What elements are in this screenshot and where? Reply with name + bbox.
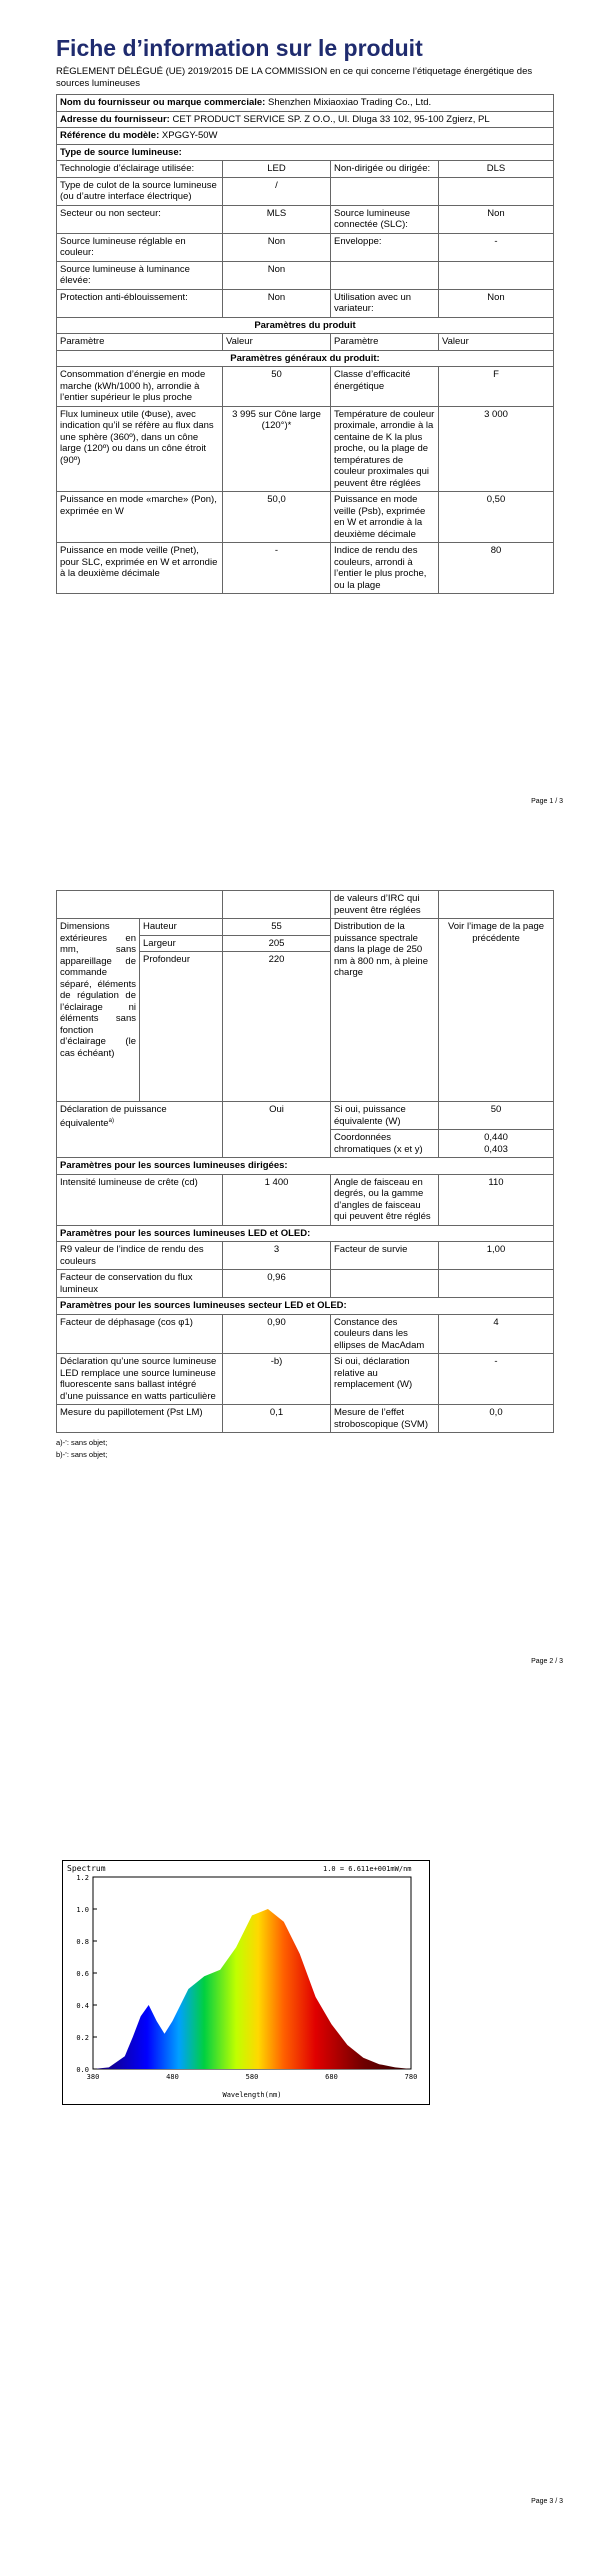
param-value-2: - <box>439 1354 554 1405</box>
peak-intensity-label: Intensité lumineuse de crête (cd) <box>57 1174 223 1225</box>
table-row <box>57 161 554 178</box>
y-tick-label: 0.4 <box>76 2002 89 2010</box>
param-label-2: Température de couleur proximale, arrondie à la centaine de K la plus proche, ou la plage de températures de couleur proximales qui peuvent être réglées <box>331 406 439 492</box>
param-value: 50 <box>223 367 331 407</box>
x-tick-label: 680 <box>325 2073 338 2081</box>
spectrum-title: Spectrum <box>67 1864 106 1873</box>
col-head-param: Paramètre <box>57 334 223 351</box>
directional-header: Paramètres pour les sources lumineuses dirigées: <box>57 1158 554 1175</box>
param-value-2: 80 <box>439 543 554 594</box>
width-label: Largeur <box>140 935 223 952</box>
table-row <box>57 1354 554 1405</box>
table-row <box>57 543 554 594</box>
y-tick-label: 1.0 <box>76 1906 89 1914</box>
param-value-2 <box>439 261 554 289</box>
param-label: Protection anti-éblouissement: <box>57 289 223 317</box>
param-value-2: Non <box>439 289 554 317</box>
param-label: Source lumineuse réglable en couleur: <box>57 233 223 261</box>
param-label-2: Non-dirigée ou dirigée: <box>331 161 439 178</box>
table-row <box>57 1405 554 1433</box>
supplier-value: Shenzhen Mixiaoxiao Trading Co., Ltd. <box>268 97 432 108</box>
param-value: 0,96 <box>223 1270 331 1298</box>
address-label: Adresse du fournisseur: <box>60 113 170 125</box>
table-row <box>57 261 554 289</box>
info-table <box>56 94 554 594</box>
param-value: Non <box>223 289 331 317</box>
param-value: 0,90 <box>223 1314 331 1354</box>
param-value: -b) <box>223 1354 331 1405</box>
param-value: MLS <box>223 205 331 233</box>
param-label-2: Indice de rendu des couleurs, arrondi à l’entier le plus proche, ou la plage <box>331 543 439 594</box>
depth-label: Profondeur <box>140 952 223 1102</box>
spectral-label: Distribution de la puissance spectrale dans la plage de 250 nm à 800 nm, à pleine charge <box>331 919 439 1102</box>
depth-value: 220 <box>223 952 331 1102</box>
spectrum-area <box>93 1909 411 2069</box>
param-label: Déclaration qu’une source lumineuse LED remplace une source lumineuse fluorescente sans ballast intégré d’une puissance en watts particulière <box>57 1354 223 1405</box>
type-header: Type de source lumineuse: <box>57 144 554 161</box>
height-value: 55 <box>223 919 331 936</box>
led-rows <box>57 1242 554 1298</box>
equiv-sup: a) <box>108 1117 114 1124</box>
spectrum-xlabel: Wavelength(nm) <box>222 2091 282 2099</box>
mains-header: Paramètres pour les sources lumineuses secteur LED et OLED: <box>57 1298 554 1315</box>
beam-angle-label: Angle de faisceau en degrés, ou la gamme d’angles de faisceau qui peuvent être réglés <box>331 1174 439 1225</box>
chroma-y: 0,403 <box>484 1143 508 1155</box>
param-label-2: Puissance en mode veille (Psb), exprimée en W et arrondie à la deuxième décimale <box>331 492 439 543</box>
page-number-3: Page 3 / 3 <box>531 2498 563 2505</box>
table-row <box>57 289 554 317</box>
supplier-label: Nom du fournisseur ou marque commerciale: <box>60 97 266 108</box>
param-value-2: Non <box>439 205 554 233</box>
param-value-2: F <box>439 367 554 407</box>
table-row <box>57 1270 554 1298</box>
page-3 <box>0 1700 603 2560</box>
type-rows <box>57 161 554 318</box>
param-value: 50,0 <box>223 492 331 543</box>
table-row <box>57 205 554 233</box>
param-value: - <box>223 543 331 594</box>
mains-rows <box>57 1314 554 1433</box>
equiv-label: Déclaration de puissance équivalente <box>60 1104 167 1129</box>
chroma-x: 0,440 <box>484 1132 508 1143</box>
param-value: 0,1 <box>223 1405 331 1433</box>
param-value-2: 1,00 <box>439 1242 554 1270</box>
table-row <box>57 1242 554 1270</box>
param-label: Mesure du papillotement (Pst LM) <box>57 1405 223 1433</box>
param-label-2 <box>331 1270 439 1298</box>
param-value: / <box>223 177 331 205</box>
param-label-2 <box>331 261 439 289</box>
col-head-value-2: Valeur <box>439 334 554 351</box>
param-label: Source lumineuse à luminance élevée: <box>57 261 223 289</box>
equiv-power-value: 50 <box>439 1102 554 1130</box>
peak-intensity-value: 1 400 <box>223 1174 331 1225</box>
col-head-value: Valeur <box>223 334 331 351</box>
param-value-2: 4 <box>439 1314 554 1354</box>
param-label: Facteur de déphasage (cos φ1) <box>57 1314 223 1354</box>
param-value-2: 0,50 <box>439 492 554 543</box>
param-value-2: 0,0 <box>439 1405 554 1433</box>
param-label: Facteur de conservation du flux lumineux <box>57 1270 223 1298</box>
param-value-2 <box>439 177 554 205</box>
param-label: Puissance en mode veille (Pnet), pour SLC, exprimée en W et arrondie à la deuxième décimale <box>57 543 223 594</box>
param-value: Non <box>223 233 331 261</box>
general-rows <box>57 367 554 594</box>
footnote-b: b)-’: sans objet; <box>56 1450 108 1459</box>
param-label-2: Utilisation avec un variateur: <box>331 289 439 317</box>
page-number-1: Page 1 / 3 <box>531 798 563 805</box>
param-label: Consommation d’énergie en mode marche (kWh/1000 h), arrondie à l’entier supérieur le plus proche <box>57 367 223 407</box>
model-label: Référence du modèle: <box>60 130 160 141</box>
height-label: Hauteur <box>140 919 223 936</box>
cri-continued: de valeurs d’IRC qui peuvent être réglées <box>331 891 439 919</box>
info-table-continued <box>56 890 554 1433</box>
footnote-a: a)-’: sans objet; <box>56 1438 108 1447</box>
spectrum-svg <box>63 1861 429 2104</box>
regulation-intro: RÈGLEMENT DÉLÉGUÉ (UE) 2019/2015 DE LA COMMISSION en ce qui concerne l’étiquetage énergétique des sources lumineuses <box>56 66 533 89</box>
x-tick-label: 580 <box>245 2073 259 2081</box>
param-value: LED <box>223 161 331 178</box>
page-1 <box>0 0 603 820</box>
spectral-value: Voir l’image de la page précédente <box>439 919 554 1102</box>
page-number-2: Page 2 / 3 <box>531 1658 563 1665</box>
table-row <box>57 1314 554 1354</box>
params-header: Paramètres du produit <box>57 317 554 334</box>
table-row <box>57 492 554 543</box>
param-label-2 <box>331 177 439 205</box>
param-value-2: 3 000 <box>439 406 554 492</box>
dimensions-label: Dimensions extérieures en mm, sans appareillage de commande séparé, éléments de régulation de l’éclairage ni éléments sans fonction d’éclairage (le cas échéant) <box>57 919 140 1102</box>
y-tick-label: 0.8 <box>76 1938 89 1946</box>
col-head-param-2: Paramètre <box>331 334 439 351</box>
led-header: Paramètres pour les sources lumineuses LED et OLED: <box>57 1225 554 1242</box>
spectrum-scale-note: 1.0 = 6.611e+001mW/nm <box>323 1865 412 1873</box>
param-label-2: Si oui, déclaration relative au remplacement (W) <box>331 1354 439 1405</box>
param-value: 3 995 sur Cône large (120°)* <box>223 406 331 492</box>
table-row <box>57 406 554 492</box>
param-label: Puissance en mode «marche» (Pon), exprimée en W <box>57 492 223 543</box>
beam-angle-value: 110 <box>439 1174 554 1225</box>
x-tick-label: 480 <box>166 2073 179 2081</box>
param-value-2 <box>439 1270 554 1298</box>
address-value: CET PRODUCT SERVICE SP. Z O.O., Ul. Dluga 33 102, 95-100 Zgierz, PL <box>172 113 490 125</box>
model-value: XPGGY-50W <box>161 130 218 141</box>
param-label-2: Facteur de survie <box>331 1242 439 1270</box>
y-tick-label: 0.0 <box>76 2066 89 2074</box>
param-label: Technologie d’éclairage utilisée: <box>57 161 223 178</box>
x-tick-label: 780 <box>404 2073 418 2081</box>
param-value: 3 <box>223 1242 331 1270</box>
param-value-2: - <box>439 233 554 261</box>
chroma-label: Coordonnées chromatiques (x et y) <box>331 1130 439 1158</box>
y-tick-label: 0.2 <box>76 2034 89 2042</box>
param-label-2: Source lumineuse connectée (SLC): <box>331 205 439 233</box>
y-tick-label: 1.2 <box>76 1874 89 1882</box>
param-label: Flux lumineux utile (Φuse), avec indication qu’il se réfère au flux dans une sphère (360º), dans un cône large (120º) ou dans un cône étroit (90º) <box>57 406 223 492</box>
equiv-value: Oui <box>223 1102 331 1158</box>
param-label: Secteur ou non secteur: <box>57 205 223 233</box>
x-tick-label: 380 <box>86 2073 100 2081</box>
spectrum-chart <box>62 1860 430 2105</box>
page-2 <box>0 880 603 1680</box>
general-header: Paramètres généraux du produit: <box>57 350 554 367</box>
param-label-2: Constance des couleurs dans les ellipses de MacAdam <box>331 1314 439 1354</box>
param-label-2: Mesure de l’effet stroboscopique (SVM) <box>331 1405 439 1433</box>
param-label: R9 valeur de l’indice de rendu des couleurs <box>57 1242 223 1270</box>
table-row <box>57 177 554 205</box>
param-label: Type de culot de la source lumineuse (ou d’autre interface électrique) <box>57 177 223 205</box>
table-row <box>57 233 554 261</box>
param-value: Non <box>223 261 331 289</box>
equiv-power-label: Si oui, puissance équivalente (W) <box>331 1102 439 1130</box>
param-value-2: DLS <box>439 161 554 178</box>
param-label-2: Classe d’efficacité énergétique <box>331 367 439 407</box>
width-value: 205 <box>223 935 331 952</box>
param-label-2: Enveloppe: <box>331 233 439 261</box>
table-row <box>57 367 554 407</box>
y-tick-label: 0.6 <box>76 1970 89 1978</box>
page-title: Fiche d’information sur le produit <box>56 35 423 61</box>
